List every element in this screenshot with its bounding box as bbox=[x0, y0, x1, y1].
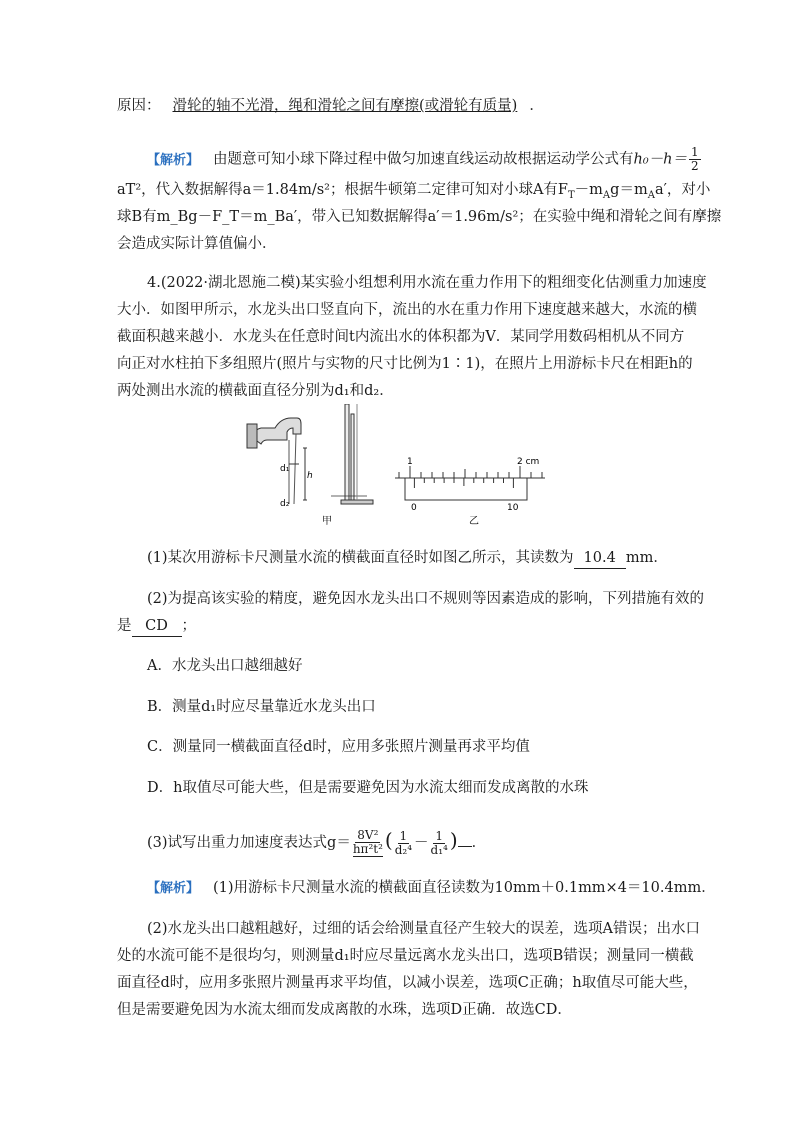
analysis1-formula: h₀－h＝ bbox=[633, 151, 688, 168]
faucet-drawing bbox=[247, 418, 307, 504]
analysis2-tag: 【解析】 bbox=[147, 881, 200, 896]
figure-svg bbox=[245, 404, 550, 529]
q3-a-den: d₂⁴ bbox=[394, 842, 413, 857]
question-line2: 大小．如图甲所示，水龙头出口竖直向下，流出的水在重力作用下速度越来越大，水流的横 bbox=[117, 302, 697, 318]
q2-option-d: D．h取值尽可能大些，但是需要避免因为水流太细而发成离散的水珠 bbox=[147, 780, 589, 796]
label-d1: d₁ bbox=[280, 464, 290, 474]
frac-den: 2 bbox=[691, 159, 699, 173]
analysis1-text: 由题意可知小球下降过程中做匀加速直线运动故根据运动学公式有 bbox=[213, 151, 634, 168]
analysis1-line2: aT²，代入数据解得a＝1.84m/s²；根据牛顿第二定律可知对小球A有$F_T-m_Ag=m_Aa'$，对小 bbox=[117, 182, 711, 201]
analysis2-line4: 面直径d时，应用多张照片测量再求平均值，以减小误差，选项C正确；h取值尽可能大些， bbox=[117, 975, 698, 991]
q2-option-b: B．测量d₁时应尽量靠近水龙头出口 bbox=[147, 699, 376, 715]
analysis1-line2b: a＝1.84m/s²；根据牛顿第二定律可知对小球A有F bbox=[242, 182, 568, 198]
question-line1: 4.(2022·湖北恩施二模)某实验小组想利用水流在重力作用下的粗细变化估测重力加速度 bbox=[147, 275, 707, 291]
analysis1-line3: 球B有m_Bg－F_T＝m_Ba′，带入已知数据解得a′＝1.96m/s²；在实验中绳和滑轮之间有摩擦 bbox=[117, 209, 722, 225]
q2-line2b: ； bbox=[181, 618, 196, 634]
q3-b-den: d₁⁴ bbox=[430, 842, 448, 857]
q2-line2 bbox=[117, 616, 687, 637]
label-jia: 甲 bbox=[322, 516, 332, 527]
analysis2-text1: (1)用游标卡尺测量水流的横截面直径读数为10mm＋0.1mm×4＝10.4mm． bbox=[213, 880, 716, 896]
q1-line bbox=[147, 548, 717, 569]
q3-frac-b bbox=[431, 830, 448, 857]
vernier-scale bbox=[395, 466, 545, 500]
reason-end: ． bbox=[529, 98, 544, 114]
experiment-figure bbox=[245, 404, 550, 529]
fraction-half bbox=[689, 146, 701, 173]
q3-text: (3)试写出重力加速度表达式g＝ bbox=[147, 835, 351, 851]
question-line4: 向正对水柱拍下多组照片(照片与实物的尺寸比例为1∶1)，在照片上用游标卡尺在相距h的 bbox=[117, 356, 693, 372]
q3-den: hπ²t² bbox=[352, 842, 383, 856]
vernier-0: 0 bbox=[411, 503, 417, 513]
q3-num: 8V² bbox=[357, 828, 379, 842]
q2-line1: (2)为提高该实验的精度，避免因水龙头出口不规则等因素造成的影响，下列措施有效的 bbox=[147, 591, 705, 607]
analysis1-line4: 会造成实际计算值偏小． bbox=[117, 236, 277, 252]
q1-unit: mm． bbox=[625, 550, 668, 566]
reason-label: 原因： bbox=[117, 98, 161, 114]
q2-option-c: C．测量同一横截面直径d时，应用多张照片测量再求平均值 bbox=[147, 739, 530, 755]
reason-answer: 滑轮的轴不光滑，绳和滑轮之间有摩擦(或滑轮有质量) bbox=[172, 98, 518, 114]
analysis1-line2e: a′，对小 bbox=[654, 182, 711, 198]
label-d2: d₂ bbox=[280, 499, 290, 509]
vernier-frame bbox=[405, 478, 527, 500]
analysis1-line2c: －m bbox=[574, 182, 603, 198]
q3-a-num: 1 bbox=[399, 828, 408, 843]
q2-option-a: A．水龙头出口越细越好 bbox=[147, 658, 303, 674]
analysis2-line2: (2)水龙头出口越粗越好，过细的话会给测量直径产生较大的误差，选项A错误；出水口 bbox=[147, 921, 701, 937]
analysis2-line1 bbox=[147, 878, 717, 899]
label-h: h bbox=[307, 471, 313, 481]
q2-answer: CD bbox=[132, 616, 182, 637]
q1-text: (1)某次用游标卡尺测量水流的横截面直径时如图乙所示，其读数为 bbox=[147, 550, 574, 566]
reason-line bbox=[117, 96, 687, 116]
analysis2-line3: 处的水流可能不是很均匀，则测量d₁时应尽量远离水龙头出口，选项B错误；测量同一横截 bbox=[117, 948, 694, 964]
q3-b-num: 1 bbox=[435, 828, 443, 843]
q3-fraction bbox=[353, 829, 383, 857]
q3-line: (3)试写出重力加速度表达式g＝ $\frac{\text{8V²}}{\text{hπ²t²}}$ ( $\frac{1}{\text{d₂⁴}}$ － $\frac{1}{\text{d₁⁴}}$ ) ． bbox=[147, 828, 487, 857]
vernier-10: 10 bbox=[507, 503, 519, 513]
analysis1-line2a: aT²，代入数据解得 bbox=[117, 182, 243, 198]
analysis-tag: 【解析】 bbox=[147, 152, 200, 168]
q1-answer: 10.4 bbox=[574, 548, 626, 569]
q2-line2a: 是 bbox=[117, 618, 132, 634]
q3-end: ． bbox=[471, 835, 487, 851]
analysis2-line5: 但是需要避免因为水流太细而发成离散的水珠，选项D正确．故选CD． bbox=[117, 1002, 572, 1018]
main-scale-2cm: 2 cm bbox=[517, 457, 540, 467]
frac-num: 1 bbox=[691, 145, 699, 159]
main-scale-1: 1 bbox=[407, 457, 413, 467]
analysis1-line2d: g＝m bbox=[610, 182, 648, 198]
q3-frac-a bbox=[395, 830, 412, 857]
question-line5: 两处测出水流的横截面直径分别为d₁和d₂． bbox=[117, 383, 394, 399]
label-yi: 乙 bbox=[469, 516, 479, 527]
caliper-jaws bbox=[331, 404, 373, 504]
analysis1-line1 bbox=[147, 146, 717, 173]
question-line3: 截面积越来越小．水龙头在任意时间t内流出水的体积都为V．某同学用数码相机从不同方 bbox=[117, 329, 685, 345]
